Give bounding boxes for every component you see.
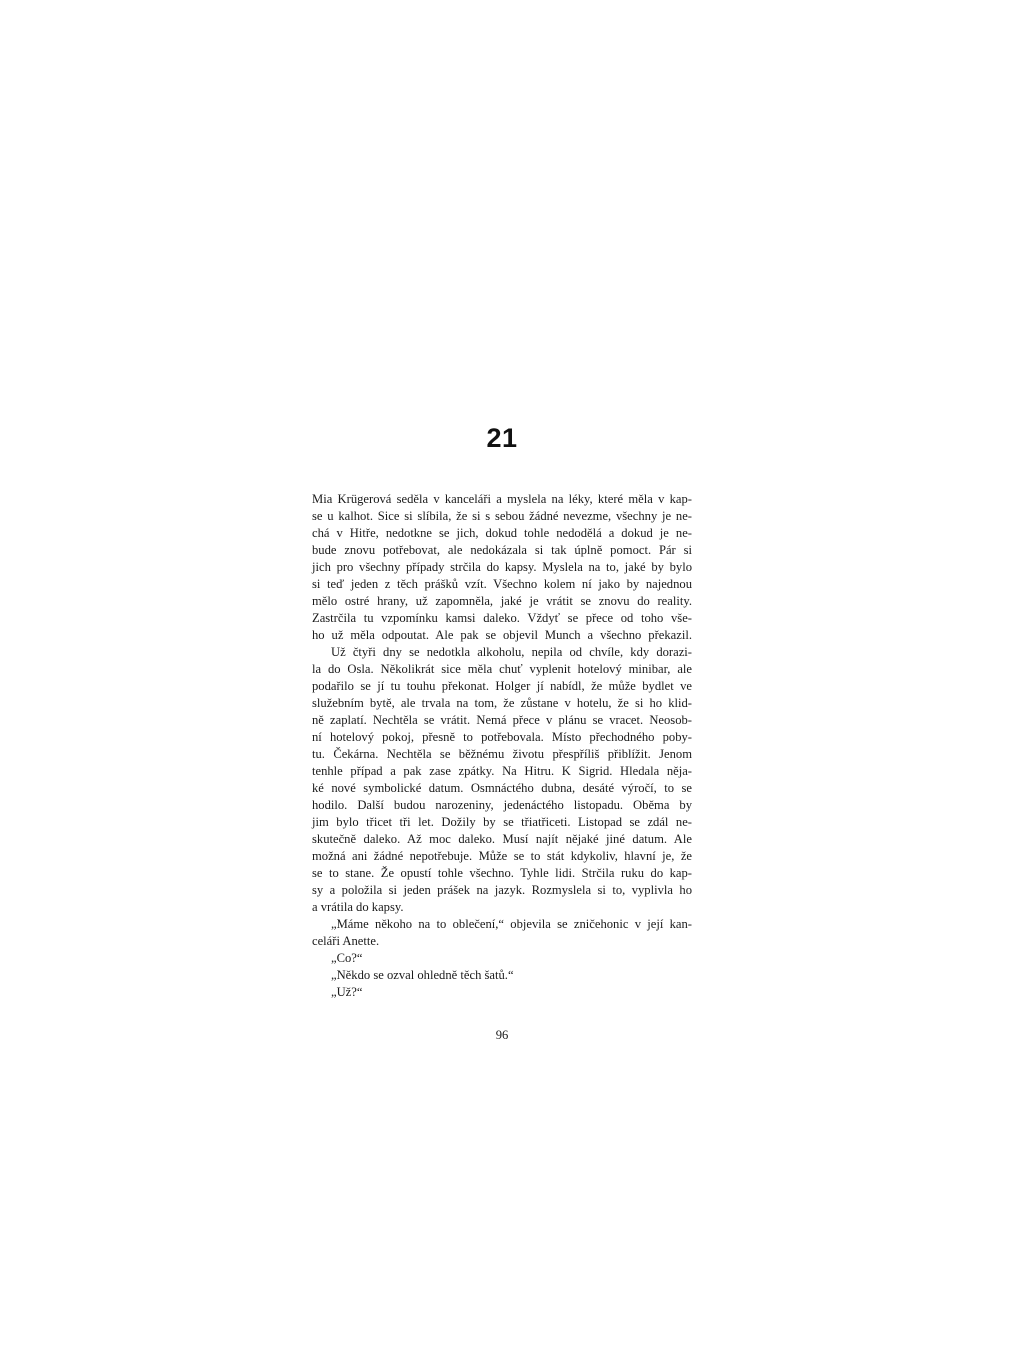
text-line: služebním bytě, ale trvala na tom, že zůstane v hotelu, že si ho klid- (312, 696, 692, 710)
page-number: 96 (495, 1028, 509, 1042)
text-line: se u kalhot. Sice si slíbila, že si s sebou žádné nevezme, všechny je ne- (312, 509, 692, 523)
text-line: se to stane. Že opustí tohle všechno. Tyhle lidi. Strčila ruku do kap- (312, 866, 692, 880)
text-line: podařilo se jí tu touhu překonat. Holger jí nabídl, že může bydlet ve (312, 679, 692, 693)
text-line: a vrátila do kapsy. (312, 900, 404, 914)
text-line: „Co?“ (331, 951, 363, 965)
text-line: sy a položila si jeden prášek na jazyk. Rozmyslela si to, vyplivla ho (312, 883, 692, 897)
chapter-number: 21 (486, 423, 518, 453)
text-line: chá v Hitře, nedotkne se jich, dokud tohle nedodělá a dokud je ne- (312, 526, 692, 540)
chapter-body-text (312, 491, 692, 1001)
text-line: Už čtyři dny se nedotkla alkoholu, nepila od chvíle, kdy dorazi- (331, 645, 692, 659)
text-line: si teď jeden z těch prášků vzít. Všechno kolem ní jako by najednou (312, 577, 692, 591)
text-line: ně zaplatí. Nechtěla se vrátit. Nemá přece v plánu se vracet. Neosob- (312, 713, 692, 727)
text-line: skutečně daleko. Až moc daleko. Musí najít nějaké jiné datum. Ale (312, 832, 692, 846)
text-line: ho už měla odpoutat. Ale pak se objevil Munch a všechno překazil. (312, 628, 692, 642)
text-line: celáři Anette. (312, 934, 380, 948)
text-line: la do Osla. Několikrát sice měla chuť vyplenit hotelový minibar, ale (312, 662, 692, 676)
text-line: „Máme někoho na to oblečení,“ objevila se zničehonic v její kan- (331, 917, 692, 931)
text-line: jich pro všechny případy strčila do kapsy. Myslela na to, jaké by bylo (312, 560, 692, 574)
text-line: bude znovu potřebovat, ale nedokázala si tak úplně pomoct. Pár si (312, 543, 692, 557)
text-line: možná ani žádné nepotřebuje. Může se to stát kdykoliv, hlavní je, že (312, 849, 692, 863)
text-line: Zastrčila tu vzpomínku kamsi daleko. Vždyť se přece od toho vše- (312, 611, 692, 625)
text-line: tu. Čekárna. Nechtěla se běžnému životu přespříliš přiblížit. Jenom (312, 747, 692, 761)
text-line: „Někdo se ozval ohledně těch šatů.“ (331, 968, 514, 982)
text-line: tenhle případ a pak zase zpátky. Na Hitru. K Sigrid. Hledala něja- (312, 764, 692, 778)
text-line: Mia Krügerová seděla v kanceláři a myslela na léky, které měla v kap- (312, 492, 692, 506)
text-line: hodilo. Další budou narozeniny, jedenáctého listopadu. Oběma by (312, 798, 692, 812)
text-line: „Už?“ (331, 985, 363, 999)
text-line: jim bylo třicet tři let. Dožily by se třiatřiceti. Listopad se zdál ne- (312, 815, 692, 829)
text-line: ké nové symbolické datum. Osmnáctého dubna, desáté výročí, to se (312, 781, 692, 795)
text-line: mělo ostré hrany, už zapomněla, jaké je vrátit se znovu do reality. (312, 594, 692, 608)
text-line: ní hotelový pokoj, přesně to potřebovala. Místo přechodného poby- (312, 730, 692, 744)
